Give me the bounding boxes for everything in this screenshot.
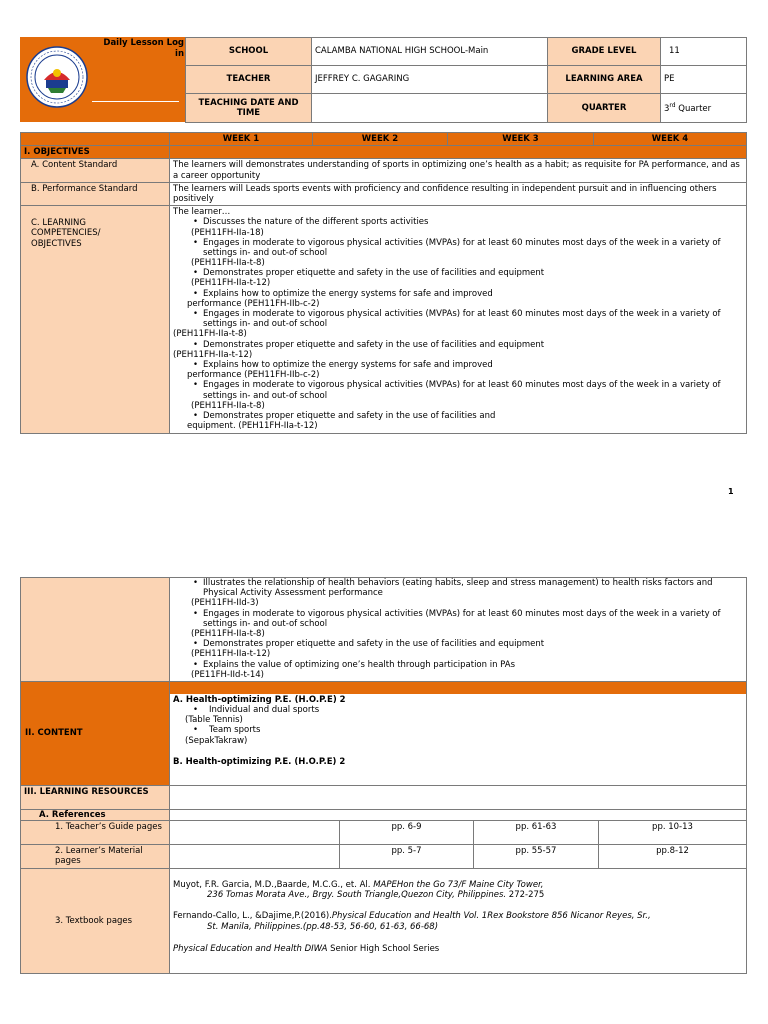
teacher-value: JEFFREY C. GAGARING	[312, 66, 548, 94]
teachers-guide-week3: pp. 61-63	[474, 821, 599, 845]
grade-level-label: GRADE LEVEL	[548, 38, 661, 66]
list-item: • Demonstrates proper etiquette and safety in the use of facilities and equipment	[173, 268, 743, 278]
learners-material-week2: pp. 5-7	[340, 845, 474, 869]
teaching-date-label: TEACHING DATE AND TIME	[186, 94, 312, 123]
list-item: • Demonstrates proper etiquette and safety in the use of facilities and equipment	[173, 639, 743, 649]
competencies-continued: • Illustrates the relationship of health behaviors (eating habits, sleep and stress management) to health risks factors and Physical Activity Assessment performance (PEH11FH-IId-3) • Engages in moderate to vigorous physical activities (MVPAs) for at least 60 minutes most days of the week in a variety of settings in- and out-of school (PEH11FH-IIa-t-8) • Demonstrates proper etiquette and safety in the use of facilities and equipment (PEH11FH-IIa-t-12) • Explains the value of optimizing one’s health through participation in PAs (PE11FH-IId-t-14)	[170, 578, 747, 682]
teachers-guide-week4: pp. 10-13	[599, 821, 747, 845]
quarter-value: 3rd Quarter	[661, 94, 747, 123]
quarter-label: QUARTER	[548, 94, 661, 123]
deped-seal-icon	[26, 46, 88, 108]
list-item: • Demonstrates proper etiquette and safety in the use of facilities and equipment	[173, 340, 743, 350]
dll-title: Daily Lesson Log in	[103, 38, 184, 59]
competencies-label: C. LEARNING COMPETENCIES/ OBJECTIVES	[21, 206, 170, 434]
learners-material-week4: pp.8-12	[599, 845, 747, 869]
textbook-references: Muyot, F.R. Garcia, M.D.,Baarde, M.C.G., et. Al. MAPEHon the Go 73/F Maine City Tower, 236 Tomas Morata Ave., Brgy. South Triangle,Quezon City, Philippines. 272-275 Fernando-Callo, L., &Dajime,P.(2016).Physical Education and Health Vol. 1Rex Bookstore 856 Nicanor Reyes, Sr., St. Manila, Philippines.(pp.48-53, 56-60, 61-63, 66-68) Physical Education and Health DIWA Senior High School Series	[170, 869, 747, 974]
learning-area-label: LEARNING AREA	[548, 66, 661, 94]
list-item: • Engages in moderate to vigorous physical activities (MVPAs) for at least 60 minutes most days of the week in a variety of settings in- and out-of school	[173, 238, 743, 258]
page2-table	[20, 577, 747, 974]
learning-area-value: PE	[661, 66, 747, 94]
objectives-table	[20, 132, 747, 434]
learner-intro: The learner…	[173, 207, 231, 218]
list-item: • Engages in moderate to vigorous physical activities (MVPAs) for at least 60 minutes most days of the week in a variety of settings in- and out-of school	[173, 380, 743, 400]
teachers-guide-label: 1. Teacher’s Guide pages	[21, 821, 170, 845]
teachers-guide-week2: pp. 6-9	[340, 821, 474, 845]
week-1-header: WEEK 1	[170, 133, 313, 146]
learning-resources-label: III. LEARNING RESOURCES	[21, 785, 170, 809]
teaching-date-value	[312, 94, 548, 123]
references-label: A. References	[21, 809, 170, 820]
list-item: • Individual and dual sports	[173, 705, 743, 715]
content-standard-text: The learners will demonstrates understanding of sports in optimizing one’s health as a habit; as requisite for PA performance, and as a career opportunity	[170, 159, 747, 182]
list-item: • Illustrates the relationship of health behaviors (eating habits, sleep and stress management) to health risks factors and Physical Activity Assessment performance	[173, 578, 743, 598]
performance-standard-text: The learners will Leads sports events with proficiency and confidence resulting in independent pursuit and in influencing others positively	[170, 182, 747, 205]
header-underline	[92, 101, 179, 102]
page-number: 1	[728, 487, 734, 496]
learners-material-week1	[170, 845, 340, 869]
list-item: • Explains how to optimize the energy systems for safe and improved	[173, 289, 743, 299]
teacher-label: TEACHER	[186, 66, 312, 94]
header-table	[185, 37, 747, 123]
content-b: B. Health-optimizing P.E. (H.O.P.E) 2	[173, 756, 346, 767]
week-3-header: WEEK 3	[448, 133, 594, 146]
week-header-blank	[21, 133, 170, 146]
content-a: A. Health-optimizing P.E. (H.O.P.E) 2	[173, 694, 346, 705]
content-label: II. CONTENT	[21, 681, 170, 785]
textbook-label: 3. Textbook pages	[21, 869, 170, 974]
competencies-list: The learner… • Discusses the nature of the different sports activities (PEH11FH-IIa-18) • Engages in moderate to vigorous physical activities (MVPAs) for at least 60 minutes most days of the week in a variety of settings in- and out-of school (PEH11FH-IIa-t-8) • Demonstrates proper etiquette and safety in the use of facilities and equipment (PEH11FH-IIa-t-12) • Explains how to optimize the energy systems for safe and improved performance (PEH11FH-IIb-c-2) • Engages in moderate to vigorous physical activities (MVPAs) for at least 60 minutes most days of the week in a variety of settings in- and out-of school (PEH11FH-IIa-t-8) • Demonstrates proper etiquette and safety in the use of facilities and equipment (PEH11FH-IIa-t-12) • Explains how to optimize the energy systems for safe and improved performance (PEH11FH-IIb-c-2) • Engages in moderate to vigorous physical activities (MVPAs) for at least 60 minutes most days of the week in a variety of settings in- and out-of school (PEH11FH-IIa-t-8) • Demonstrates proper etiquette and safety in the use of facilities and equipment. (PEH11FH-IIa-t-12)	[170, 206, 747, 434]
objectives-heading: I. OBJECTIVES	[21, 146, 170, 159]
list-item: • Engages in moderate to vigorous physical activities (MVPAs) for at least 60 minutes most days of the week in a variety of settings in- and out-of school	[173, 309, 743, 329]
school-label: SCHOOL	[186, 38, 312, 66]
list-item: • Demonstrates proper etiquette and safety in the use of facilities and	[173, 411, 743, 421]
performance-standard-label: B. Performance Standard	[21, 182, 170, 205]
teachers-guide-week1	[170, 821, 340, 845]
list-item: • Explains how to optimize the energy systems for safe and improved	[173, 360, 743, 370]
grade-level-value: 11	[661, 38, 747, 66]
content-standard-label: A. Content Standard	[21, 159, 170, 182]
school-value: CALAMBA NATIONAL HIGH SCHOOL-Main	[312, 38, 548, 66]
header-logo-panel	[20, 37, 185, 122]
learners-material-week3: pp. 55-57	[474, 845, 599, 869]
list-item: • Discusses the nature of the different sports activities	[173, 217, 743, 227]
learners-material-label: 2. Learner’s Material pages	[21, 845, 170, 869]
list-item: • Engages in moderate to vigorous physical activities (MVPAs) for at least 60 minutes most days of the week in a variety of settings in- and out-of school	[173, 609, 743, 629]
week-2-header: WEEK 2	[313, 133, 448, 146]
week-4-header: WEEK 4	[594, 133, 747, 146]
content-cell: A. Health-optimizing P.E. (H.O.P.E) 2 • Individual and dual sports (Table Tennis) • Team sports (SepakTakraw) B. Health-optimizing P.E. (H.O.P.E) 2	[170, 681, 747, 785]
list-item: • Team sports	[173, 725, 743, 735]
list-item: • Explains the value of optimizing one’s health through participation in PAs	[173, 660, 743, 670]
